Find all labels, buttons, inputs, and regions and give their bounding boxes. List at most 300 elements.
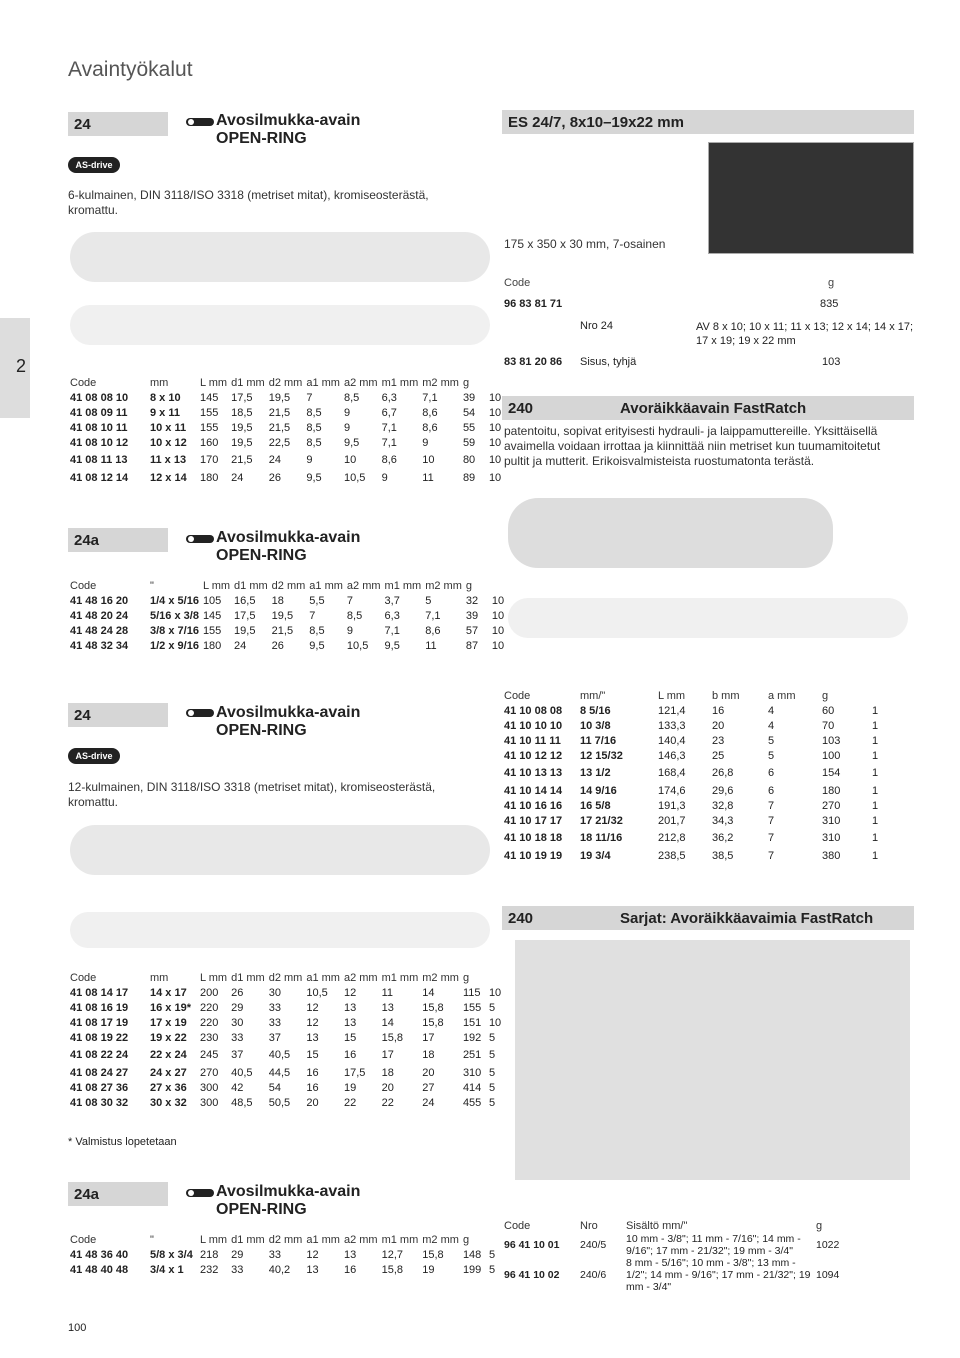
table-header-cell: L mm bbox=[658, 689, 686, 702]
table-cell: 41 08 22 24 bbox=[70, 1049, 129, 1061]
s2-number-bar: 24a bbox=[68, 528, 168, 552]
fastratch-diagram bbox=[508, 598, 908, 638]
table-header-cell: L mm bbox=[200, 1233, 228, 1246]
table-cell: 19 bbox=[343, 1081, 357, 1094]
es-g-header: g bbox=[828, 277, 835, 289]
table-cell: 41 10 17 17 bbox=[504, 814, 563, 827]
table-cell: 16 bbox=[712, 704, 725, 717]
table-row bbox=[68, 1015, 507, 1030]
table-cell: 23 bbox=[712, 734, 725, 747]
table-cell: 245 bbox=[200, 1049, 219, 1061]
table-cell: 11 x 13 bbox=[150, 454, 187, 466]
sets-table bbox=[502, 1218, 854, 1293]
table-cell: 8,5 bbox=[306, 406, 322, 419]
table-cell: 9,5 bbox=[306, 471, 322, 484]
table-cell: 33 bbox=[268, 1016, 281, 1029]
table-cell: 5/8 x 3/4 bbox=[150, 1248, 193, 1261]
table-cell: 26 bbox=[268, 471, 281, 484]
table-cell: 310 bbox=[822, 814, 841, 827]
table-cell: 1 bbox=[872, 704, 879, 717]
table-cell: 1/2 x 9/16 bbox=[150, 639, 199, 652]
table-cell: 414 bbox=[462, 1081, 482, 1094]
table-cell: 41 10 13 13 bbox=[504, 767, 563, 779]
table-header-row bbox=[68, 375, 507, 390]
table-header-cell: mm/" bbox=[580, 689, 606, 702]
table-cell: 22 x 24 bbox=[150, 1049, 187, 1061]
table-cell: 191,3 bbox=[658, 799, 686, 812]
table-cell: 33 bbox=[231, 1263, 244, 1276]
table-cell: 41 08 17 19 bbox=[70, 1016, 129, 1029]
table-cell: 380 bbox=[822, 849, 841, 862]
table-cell: 32,8 bbox=[712, 799, 734, 812]
table-cell: 8,6 bbox=[381, 454, 397, 466]
table-cell: 32 bbox=[465, 594, 479, 607]
table-header-cell: m2 mm bbox=[422, 1233, 459, 1246]
table-row bbox=[502, 783, 900, 798]
table-row bbox=[502, 798, 900, 813]
table-header-cell: m1 mm bbox=[381, 1233, 419, 1246]
table-row bbox=[68, 985, 507, 1000]
table-cell: 24 bbox=[422, 1096, 435, 1109]
table-cell: 10 bbox=[343, 454, 357, 466]
table-cell: 160 bbox=[200, 436, 219, 449]
table-cell: 100 bbox=[822, 749, 841, 762]
table-cell: 15,8 bbox=[422, 1016, 444, 1029]
table-cell: 41 10 10 10 bbox=[504, 719, 563, 732]
table-cell: 40,2 bbox=[268, 1263, 291, 1276]
table-cell: 8,6 bbox=[422, 421, 438, 434]
table-cell: 10 bbox=[488, 1016, 502, 1029]
table-cell: 14 x 17 bbox=[150, 986, 187, 999]
table-header-cell: Code bbox=[504, 1219, 531, 1232]
table-cell: 8,6 bbox=[425, 624, 441, 637]
table-header-cell: d2 mm bbox=[268, 376, 303, 389]
table-row bbox=[502, 733, 900, 748]
table-row bbox=[68, 1095, 507, 1110]
as-drive-logo: AS-drive bbox=[68, 748, 120, 764]
table-header-cell: d1 mm bbox=[231, 1233, 265, 1246]
table-cell: 10 x 11 bbox=[150, 421, 187, 434]
table-cell: 20 bbox=[381, 1081, 394, 1094]
table-header-cell: Code bbox=[70, 579, 97, 592]
table-header-cell: a1 mm bbox=[306, 376, 340, 389]
table-cell: 8,5 bbox=[309, 624, 325, 637]
table-cell: 41 08 24 27 bbox=[70, 1066, 129, 1079]
table-cell: 238,5 bbox=[658, 849, 686, 862]
table-cell: 121,4 bbox=[658, 704, 686, 717]
table-cell: 1 bbox=[872, 814, 879, 827]
table-cell: 9,5 bbox=[343, 436, 360, 449]
table-header-row bbox=[502, 1218, 854, 1233]
table-cell: 6 bbox=[768, 784, 775, 797]
table-cell: 1 bbox=[872, 734, 879, 747]
wrench-icon bbox=[186, 115, 214, 132]
table-cell: 27 bbox=[422, 1081, 435, 1094]
table-cell: 18 bbox=[271, 594, 284, 607]
table-cell: 140,4 bbox=[658, 734, 686, 747]
table-row bbox=[502, 763, 900, 783]
table-header-cell bbox=[487, 970, 507, 985]
es-sizes: AV 8 x 10; 10 x 11; 11 x 13; 12 x 14; 14 x 17; 17 x 19; 19 x 22 mm bbox=[696, 321, 914, 347]
table-cell: 10 bbox=[488, 421, 502, 434]
table-cell: 232 bbox=[200, 1263, 219, 1276]
table-header-cell: g bbox=[822, 689, 829, 702]
table-cell: 230 bbox=[200, 1031, 219, 1044]
table-cell: 13 bbox=[343, 1248, 357, 1261]
table-cell: 5 bbox=[488, 1263, 496, 1276]
table-header-cell: d2 mm bbox=[268, 971, 303, 984]
table-cell: 10 bbox=[488, 454, 502, 466]
table-cell: 10 bbox=[488, 406, 502, 419]
table-cell: 19 3/4 bbox=[580, 849, 611, 862]
table-row bbox=[68, 1065, 507, 1080]
table-cell: 10 mm - 3/8"; 11 mm - 7/16"; 14 mm - 9/16"; 17 mm - 21/32"; 19 mm - 3/4" bbox=[626, 1233, 801, 1257]
table-row bbox=[502, 1233, 854, 1257]
table-cell: 19,5 bbox=[231, 436, 253, 449]
table-cell: 22,5 bbox=[268, 436, 291, 449]
table-cell: 180 bbox=[200, 471, 219, 484]
table-header-cell: g bbox=[465, 579, 472, 592]
table-row bbox=[502, 718, 900, 733]
table-cell: 192 bbox=[462, 1031, 482, 1044]
table-cell: 17 x 19 bbox=[150, 1016, 187, 1029]
table-cell: 7 bbox=[346, 594, 354, 607]
table-cell: 41 10 19 19 bbox=[504, 849, 563, 862]
table-cell: 55 bbox=[462, 421, 476, 434]
table-cell: 14 9/16 bbox=[580, 784, 617, 797]
table-cell: 7 bbox=[309, 609, 316, 622]
table-row bbox=[68, 608, 510, 623]
table-cell: 8 5/16 bbox=[580, 704, 611, 717]
table-cell: 20 bbox=[422, 1066, 435, 1079]
table-row bbox=[68, 390, 507, 405]
table-cell: 13 bbox=[306, 1263, 319, 1276]
table-cell: 8,6 bbox=[422, 406, 438, 419]
table-cell: 33 bbox=[268, 1248, 281, 1261]
table-header-cell: m2 mm bbox=[422, 376, 459, 389]
table-cell: 6 bbox=[768, 767, 775, 779]
table-cell: 8,5 bbox=[306, 421, 322, 434]
table-cell: 41 48 36 40 bbox=[70, 1248, 129, 1261]
table-cell: 41 10 14 14 bbox=[504, 784, 563, 797]
table-cell: 41 08 27 36 bbox=[70, 1081, 129, 1094]
table-row bbox=[502, 703, 900, 718]
es-insert-label: Sisus, tyhjä bbox=[580, 356, 637, 368]
table-cell: 42 bbox=[231, 1081, 244, 1094]
table-cell: 41 08 10 12 bbox=[70, 436, 129, 449]
table-cell: 6,3 bbox=[381, 391, 397, 404]
table-cell: 41 10 08 08 bbox=[504, 704, 563, 717]
table-cell: 199 bbox=[462, 1263, 482, 1276]
table-cell: 12 bbox=[306, 1248, 319, 1261]
table-cell: 27 x 36 bbox=[150, 1081, 187, 1094]
table-cell: 24 x 27 bbox=[150, 1066, 187, 1079]
table-cell: 1 bbox=[872, 749, 879, 762]
table-cell: 60 bbox=[822, 704, 835, 717]
table-cell: 7,1 bbox=[384, 624, 400, 637]
table-header-row bbox=[68, 578, 510, 593]
table-cell: 19 bbox=[422, 1263, 435, 1276]
es-code-header: Code bbox=[504, 277, 531, 289]
wrench-icon bbox=[186, 532, 214, 549]
table-cell: 9,5 bbox=[309, 639, 325, 652]
wrench-image bbox=[70, 825, 490, 875]
table-cell: 10 bbox=[491, 624, 505, 637]
table-cell: 7,1 bbox=[381, 421, 397, 434]
table-cell: 16 bbox=[343, 1049, 357, 1061]
table-cell: 21,5 bbox=[268, 421, 291, 434]
table-cell: 41 08 08 10 bbox=[70, 391, 129, 404]
table-cell: 300 bbox=[200, 1096, 219, 1109]
table-cell: 57 bbox=[465, 624, 479, 637]
table-header-cell: Code bbox=[70, 376, 97, 389]
table-cell: 1094 bbox=[816, 1269, 840, 1281]
s2-table bbox=[68, 578, 510, 653]
table-cell: 41 48 24 28 bbox=[70, 624, 129, 637]
table-cell: 33 bbox=[268, 1001, 281, 1014]
table-cell: 240/5 bbox=[580, 1239, 607, 1251]
table-cell: 10 3/8 bbox=[580, 719, 611, 732]
table-cell: 8 x 10 bbox=[150, 391, 181, 404]
table-cell: 1 bbox=[872, 849, 879, 862]
table-cell: 9,5 bbox=[384, 639, 400, 652]
table-cell: 240/6 bbox=[580, 1269, 607, 1281]
table-cell: 19,5 bbox=[268, 391, 291, 404]
es-insert-code: 83 81 20 86 bbox=[504, 356, 563, 368]
table-cell: 41 08 16 19 bbox=[70, 1001, 129, 1014]
table-cell: 1 bbox=[872, 719, 879, 732]
table-cell: 146,3 bbox=[658, 749, 686, 762]
table-header-cell: L mm bbox=[202, 579, 231, 592]
s1-number: 24 bbox=[74, 115, 91, 133]
s3-number-bar: 24 bbox=[68, 703, 168, 727]
table-row bbox=[68, 450, 507, 470]
table-header-cell bbox=[490, 578, 510, 593]
page-number: 100 bbox=[68, 1322, 87, 1334]
table-cell: 24 bbox=[231, 471, 244, 484]
table-cell: 17 21/32 bbox=[580, 814, 623, 827]
table-cell: 13 bbox=[306, 1031, 319, 1044]
table-header-cell: d1 mm bbox=[231, 971, 265, 984]
table-cell: 20 bbox=[306, 1096, 319, 1109]
table-cell: 455 bbox=[462, 1096, 482, 1109]
table-row bbox=[502, 813, 900, 828]
table-cell: 154 bbox=[822, 767, 841, 779]
s4-name: Avosilmukka-avain OPEN-RING bbox=[216, 1183, 361, 1218]
table-cell: 7,1 bbox=[381, 436, 397, 449]
table-row bbox=[68, 420, 507, 435]
fastratch-set-image bbox=[515, 940, 910, 1180]
table-cell: 7,1 bbox=[425, 609, 441, 622]
table-row bbox=[68, 470, 507, 485]
table-cell: 10 x 12 bbox=[150, 436, 187, 449]
table-cell: 155 bbox=[202, 624, 222, 637]
sets-title-bar: 240 Sarjat: Avoräikkäavaimia FastRatch bbox=[502, 906, 914, 930]
table-header-cell: mm bbox=[150, 376, 169, 389]
table-cell: 220 bbox=[200, 1001, 219, 1014]
as-drive-logo: AS-drive bbox=[68, 157, 120, 173]
table-cell: 19,5 bbox=[231, 421, 253, 434]
table-cell: 96 41 10 02 bbox=[504, 1269, 560, 1281]
table-cell: 41 48 16 20 bbox=[70, 594, 129, 607]
table-header-cell: g bbox=[462, 1233, 470, 1246]
table-cell: 19,5 bbox=[271, 609, 294, 622]
table-cell: 220 bbox=[200, 1016, 219, 1029]
table-header-cell: mm bbox=[150, 971, 169, 984]
page-title: Avaintyökalut bbox=[68, 58, 193, 81]
table-cell: 21,5 bbox=[268, 406, 291, 419]
table-cell: 41 08 11 13 bbox=[70, 454, 128, 466]
table-header-cell: d2 mm bbox=[268, 1233, 303, 1246]
table-header-cell: Nro bbox=[580, 1219, 598, 1232]
table-cell: 3/4 x 1 bbox=[150, 1263, 184, 1276]
table-cell: 24 bbox=[234, 639, 247, 652]
table-cell: 9 bbox=[381, 471, 388, 484]
table-cell: 201,7 bbox=[658, 814, 686, 827]
table-cell: 54 bbox=[268, 1081, 281, 1094]
table-cell: 15 bbox=[343, 1031, 357, 1044]
table-cell: 10 bbox=[422, 454, 435, 466]
table-cell: 3/8 x 7/16 bbox=[150, 624, 199, 637]
table-cell: 12 bbox=[306, 1001, 319, 1014]
table-cell: 155 bbox=[200, 421, 219, 434]
table-cell: 33 bbox=[231, 1031, 244, 1044]
table-cell: 59 bbox=[462, 436, 476, 449]
table-cell: 41 10 12 12 bbox=[504, 749, 563, 762]
table-cell: 200 bbox=[200, 986, 219, 999]
table-cell: 15 bbox=[306, 1049, 319, 1061]
table-cell: 10 bbox=[488, 436, 502, 449]
table-cell: 155 bbox=[200, 406, 219, 419]
table-cell: 40,5 bbox=[231, 1066, 253, 1079]
table-cell: 19 x 22 bbox=[150, 1031, 187, 1044]
table-cell: 1 bbox=[872, 832, 879, 844]
table-cell: 10,5 bbox=[306, 986, 328, 999]
table-header-cell: L mm bbox=[200, 971, 228, 984]
table-cell: 133,3 bbox=[658, 719, 686, 732]
table-header-cell: m1 mm bbox=[384, 579, 422, 592]
table-header-cell: a2 mm bbox=[343, 1233, 378, 1246]
table-cell: 270 bbox=[200, 1066, 219, 1079]
table-cell: 5 bbox=[488, 1248, 496, 1261]
side-tab-number: 2 bbox=[16, 356, 27, 376]
table-cell: 50,5 bbox=[268, 1096, 291, 1109]
table-row bbox=[68, 1247, 507, 1262]
table-cell: 20 bbox=[712, 719, 725, 732]
table-cell: 39 bbox=[462, 391, 476, 404]
table-cell: 80 bbox=[462, 454, 476, 466]
table-cell: 7 bbox=[768, 814, 775, 827]
table-cell: 10,5 bbox=[346, 639, 369, 652]
table-cell: 5,5 bbox=[309, 594, 325, 607]
table-cell: 6,3 bbox=[384, 609, 400, 622]
table-cell: 270 bbox=[822, 799, 841, 812]
table-cell: 40,5 bbox=[268, 1049, 291, 1061]
table-cell: 26 bbox=[231, 986, 244, 999]
table-header-cell: m2 mm bbox=[422, 971, 459, 984]
table-cell: 11 7/16 bbox=[580, 734, 617, 747]
table-cell: 180 bbox=[202, 639, 222, 652]
table-cell: 11 bbox=[422, 471, 434, 484]
es-weight: 835 bbox=[820, 298, 839, 310]
table-row bbox=[502, 1257, 854, 1293]
es-title-bar bbox=[502, 110, 914, 134]
table-cell: 39 bbox=[465, 609, 479, 622]
table-header-cell: a mm bbox=[768, 689, 796, 702]
table-header-cell: Code bbox=[70, 971, 97, 984]
table-cell: 8 mm - 5/16"; 10 mm - 3/8"; 13 mm - 1/2"; 14 mm - 9/16"; 17 mm - 21/32"; 19 mm - 3/4" bbox=[626, 1257, 811, 1293]
table-cell: 18 bbox=[422, 1049, 435, 1061]
table-header-cell: d1 mm bbox=[231, 376, 265, 389]
table-cell: 5 bbox=[488, 1031, 496, 1044]
table-header-cell: a1 mm bbox=[306, 1233, 340, 1246]
table-cell: 18 bbox=[381, 1066, 394, 1079]
table-header-row bbox=[68, 970, 507, 985]
table-cell: 29 bbox=[231, 1001, 244, 1014]
table-cell: 17 bbox=[381, 1049, 394, 1061]
table-row bbox=[68, 1080, 507, 1095]
table-cell: 41 48 20 24 bbox=[70, 609, 129, 622]
fr-title-bar: 240 Avoräikkäavain FastRatch bbox=[502, 396, 914, 420]
table-cell: 180 bbox=[822, 784, 841, 797]
table-cell: 5 bbox=[488, 1049, 496, 1061]
table-row bbox=[502, 748, 900, 763]
es-nro: Nro 24 bbox=[580, 320, 614, 332]
table-cell: 54 bbox=[462, 406, 476, 419]
table-cell: 30 bbox=[231, 1016, 244, 1029]
table-cell: 41 08 09 11 bbox=[70, 406, 128, 419]
fr-description: patentoitu, sopivat erityisesti hydrauli- ja laippamuttereille. Yksittäisellä avaimella voidaan irrottaa ja kiinnittää niin metriset kun tuumamitoitetut pultit ja mutterit. Erikoisvalmisteista ruostumatonta terästä. bbox=[504, 424, 881, 468]
table-cell: 30 bbox=[268, 986, 281, 999]
table-cell: 26 bbox=[271, 639, 284, 652]
wrench-diagram bbox=[70, 305, 490, 345]
fr-table bbox=[502, 688, 900, 863]
table-header-cell: a2 mm bbox=[343, 971, 378, 984]
table-header-cell: g bbox=[816, 1219, 823, 1232]
table-cell: 8,5 bbox=[346, 609, 363, 622]
table-cell: 16,5 bbox=[234, 594, 256, 607]
tool-tray-image bbox=[708, 142, 914, 254]
table-cell: 4 bbox=[768, 719, 775, 732]
s3-note: * Valmistus lopetetaan bbox=[68, 1136, 177, 1148]
table-cell: 174,6 bbox=[658, 784, 686, 797]
table-header-cell: m1 mm bbox=[381, 971, 419, 984]
table-cell: 115 bbox=[462, 986, 481, 999]
table-cell: 10 bbox=[491, 609, 505, 622]
table-header-cell: a2 mm bbox=[343, 376, 378, 389]
s3-table bbox=[68, 970, 507, 1110]
table-header-cell: d1 mm bbox=[234, 579, 268, 592]
wrench-icon bbox=[186, 706, 214, 723]
s4-table bbox=[68, 1232, 507, 1277]
table-cell: 151 bbox=[462, 1016, 482, 1029]
table-row bbox=[502, 848, 900, 863]
table-cell: 21,5 bbox=[231, 454, 253, 466]
table-cell: 17,5 bbox=[231, 391, 253, 404]
table-cell: 41 10 18 18 bbox=[504, 832, 563, 844]
table-cell: 9 bbox=[306, 454, 313, 466]
table-header-cell: g bbox=[462, 971, 470, 984]
table-cell: 41 08 19 22 bbox=[70, 1031, 129, 1044]
table-cell: 18 11/16 bbox=[580, 832, 623, 844]
table-cell: 10 bbox=[491, 639, 505, 652]
table-row bbox=[68, 638, 510, 653]
table-cell: 18,5 bbox=[231, 406, 253, 419]
table-cell: 168,4 bbox=[658, 767, 686, 779]
table-cell: 15,8 bbox=[422, 1248, 444, 1261]
table-cell: 212,8 bbox=[658, 832, 686, 844]
table-cell: 145 bbox=[200, 391, 219, 404]
